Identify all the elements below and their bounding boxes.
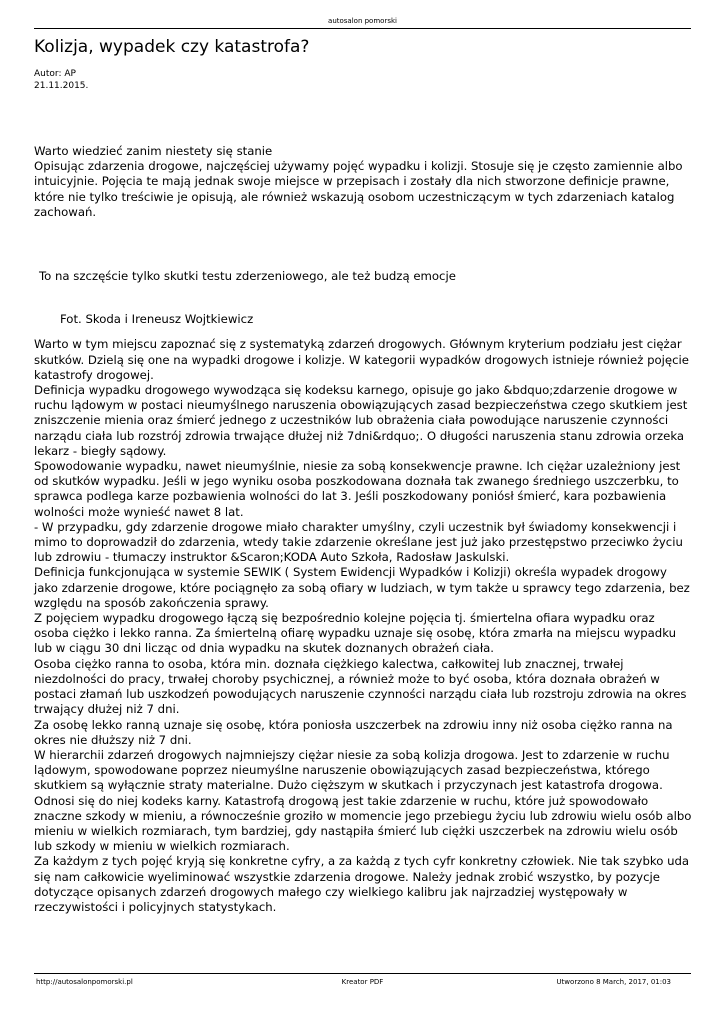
body-paragraph: Za każdym z tych pojęć kryją się konkretne cyfry, a za każdą z tych cyfr konkretny człowiek. Nie tak szybko uda się nam całkowicie wyeliminować wszystkie zdarzenia drogowe. Należy jednak zrobić wszystko, by pozycje dotyczące opisanych zdarzeń drogowych małego czy wielkiego kalibru jak najrzadziej występowały w rzeczywistości i policyjnych statystykach. [34,854,690,914]
site-name: autosalon pomorski [328,17,397,25]
lead-paragraph: Opisując zdarzenia drogowe, najczęściej używamy pojęć wypadku i kolizji. Stosuje się je często zamiennie albo intuicyjnie. Pojęcia te mają jednak swoje miejsce w przepisach i zostały dla nich stworzone definicje prawne, które nie tylko treściwie je opisują, ale również wskazują osobom uczestniczącym w tych zdarzeniach katalog zachowań. [34,159,683,219]
lead-heading: Warto wiedzieć zanim niestety się stanie [34,144,273,158]
article-content [34,144,692,915]
page-footer [34,973,691,988]
body-paragraph: Definicja funkcjonująca w systemie SEWIK ( System Ewidencji Wypadków i Kolizji) określa wypadek drogowy jako zdarzenie drogowe, które pociągnęło za sobą ofiary w ludziach, w tym także u sprawcy tego zdarzenia, bez względu na sposób zakończenia sprawy. [34,565,690,610]
photo-caption: To na szczęście tylko skutki testu zderzeniowego, ale też budzą emocje [39,269,456,284]
photo-credit: Fot. Skoda i Ireneusz Wojtkiewicz [60,312,254,327]
footer-generator: Kreator PDF [341,978,384,986]
article-meta [34,68,88,92]
body-paragraph: - W przypadku, gdy zdarzenie drogowe miało charakter umyślny, czyli uczestnik był świadomy konsekwencji i mimo to doprowadził do zdarzenia, wtedy takie zdarzenie określane jest już jako przestępstwo przeciwko życiu lub zdrowiu - tłumaczy instruktor &Scaron;KODA Auto Szkoła, Radosław Jaskulski. [34,519,683,565]
body-paragraph: W hierarchii zdarzeń drogowych najmniejszy ciężar niesie za sobą kolizja drogowa. Jest to zdarzenie w ruchu lądowym, spowodowane poprzez nieumyślne naruszenie obowiązujących zasad bezpieczeństwa, którego skutkiem są wyłącznie straty materialne. Dużo cięższym w skutkach i przyczynach jest katastrofa drogowa. Odnosi się do niej kodeks karny. Katastrofą drogową jest takie zdarzenie w ruchu, które już spowodowało znaczne szkody w mieniu, a równocześnie groziło w momencie jego przebiegu życiu lub zdrowiu wielu osób albo mieniu w wielkich rozmiarach, tym bardziej, gdy nastąpiła śmierć lub ciężki uszczerbek na zdrowiu wielu osób lub szkody w mieniu w wielkich rozmiarach. [34,747,692,854]
page-header [34,14,691,29]
body-paragraph: Warto w tym miejscu zapoznać się z systematyką zdarzeń drogowych. Głównym kryterium podziału jest ciężar skutków. Dzielą się one na wypadki drogowe i kolizje. W kategorii wypadków drogowych istnieje również pojęcie katastrofy drogowej. [34,337,689,382]
body-paragraph: Za osobę lekko ranną uznaje się osobę, która poniosła uszczerbek na zdrowiu inny niż osoba ciężko ranna na okres nie dłuższy niż 7 dni. [34,717,673,747]
footer-created: Utworzono 8 March, 2017, 01:03 [556,978,671,986]
body-paragraph: Spowodowanie wypadku, nawet nieumyślnie, niesie za sobą konsekwencje prawne. Ich ciężar uzależniony jest od skutków wypadku. Jeśli w jego wyniku osoba poszkodowana doznała tak zwanego średniego uszczerbku, to sprawca podlega karze pozbawienia wolności do lat 3. Jeśli poszkodowany poniósł śmierć, kara pozbawienia wolności może wynieść nawet 8 lat. [34,459,681,519]
article-date: 21.11.2015. [34,81,89,91]
footer-url[interactable]: http://autosalonpomorski.pl [36,978,133,986]
body-paragraph: Definicja wypadku drogowego wywodząca się kodeksu karnego, opisuje go jako &bdquo;zdarzenie drogowe w ruchu lądowym w postaci nieumyślnego naruszenia obowiązujących zasad bezpieczeństwa czego skutkiem jest zniszczenie mienia oraz śmierć jednego z uczestników lub obrażenia ciała powodujące naruszenie czynności narządu ciała lub rozstrój zdrowia trwające dłużej niż 7dni&rdquo;. O długości naruszenia stanu zdrowia orzeka lekarz - biegły sądowy. [34,383,688,458]
body-paragraph: Osoba ciężko ranna to osoba, która min. doznała ciężkiego kalectwa, całkowitej lub znacznej, trwałej niezdolności do pracy, trwałej choroby psychicznej, a również może to być osoba, która doznała obrażeń w postaci złamań lub uszkodzeń powodujących naruszenie czynności narządu ciała lub rozstroju zdrowia na okres trwający dłużej niż 7 dni. [34,656,687,717]
article-title: Kolizja, wypadek czy katastrofa? [34,37,310,57]
body-paragraph: Z pojęciem wypadku drogowego łączą się bezpośrednio kolejne pojęcia tj. śmiertelna ofiara wypadku oraz osoba ciężko i lekko ranna. Za śmiertelną ofiarę wypadku uznaje się osobę, która zmarła na miejscu wypadku lub w ciągu 30 dni licząc od dnia wypadku na skutek doznanych obrażeń ciała. [34,611,677,656]
article-author: Autor: AP [34,69,76,79]
